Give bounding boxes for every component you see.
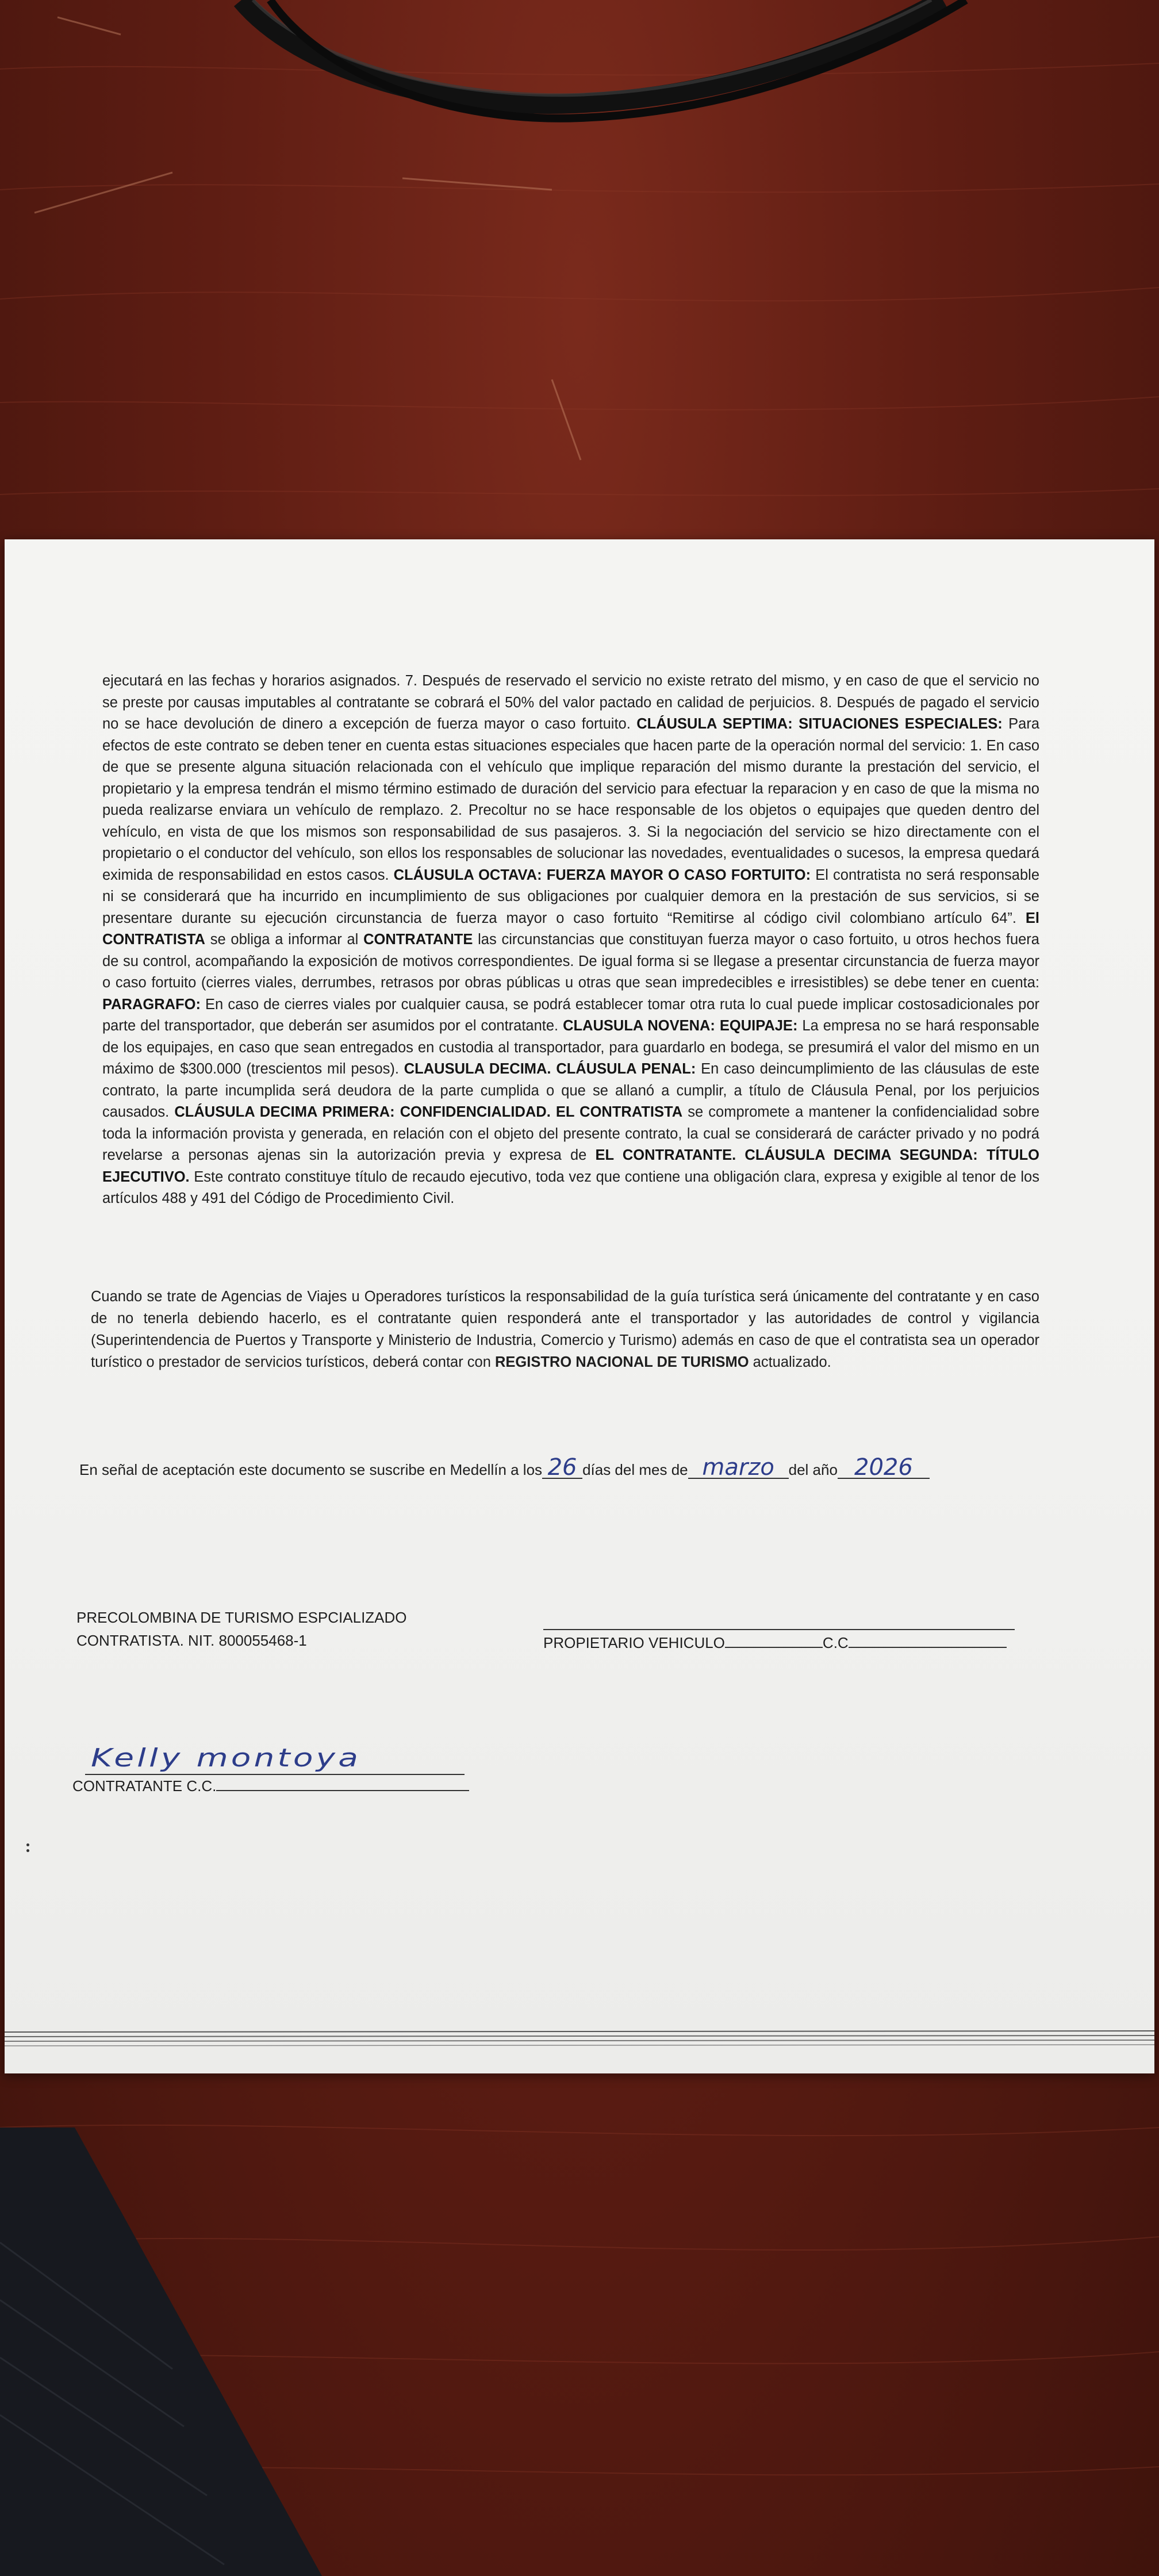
sleeve-image <box>0 2128 1159 2576</box>
clause-text: se obliga a informar al <box>205 931 364 948</box>
paragraph-text: actualizado. <box>749 1354 831 1370</box>
contratante-cc-field[interactable] <box>216 1775 469 1791</box>
year-field[interactable]: 2026 <box>838 1457 930 1479</box>
clause-heading: CLÁUSULA OCTAVA: FUERZA MAYOR O CASO FORTUITO: <box>393 867 811 883</box>
company-name: PRECOLOMBINA DE TURISMO ESPCIALIZADO <box>76 1609 407 1626</box>
clause-heading: PARAGRAFO: <box>102 996 201 1013</box>
clause-text: ejecutará en las fechas y horarios asignados. 7. Después de reservado el servicio no existe retrato del mismo, y en caso de que el servicio no se preste por causas imputables al contratante se cobrará el 50% del valor pactado en calidad de perjuicios. 8. Después de pagado el servicio no se hace devolución de dinero a excepción de fuerza mayor o caso fortuito. <box>102 673 1039 732</box>
contratante-block <box>72 1774 469 1797</box>
acceptance-line <box>79 1454 1057 1481</box>
clause-heading: CLAUSULA DECIMA. CLÁUSULA PENAL: <box>404 1061 696 1077</box>
contract-clauses-paragraph <box>102 670 1039 1210</box>
clause-heading: CLÁUSULA DECIMA PRIMERA: CONFIDENCIALIDAD. EL CONTRATISTA <box>174 1104 683 1120</box>
clause-text: Este contrato constituye título de recaudo ejecutivo, toda vez que contiene una obligación clara, expresa y exigible al tenor de los artículos 488 y 491 del Código de Procedimiento Civil. <box>102 1168 1039 1206</box>
owner-name-field[interactable] <box>725 1632 823 1648</box>
clause-text: Para efectos de este contrato se deben tener en cuenta estas situaciones especiales que hacen parte de la operación normal del servicio: 1. En caso de que se presente alguna situación relacionada con el vehículo que implique reparación del mismo durante la prestación del servicio, el propietario y la empresa tendrán el mismo término estimado de duración del servicio para efectuar la reparacion y en caso de que la misma no pueda realizarse enviara un vehículo de remplazo. 2. Precoltur no se hace responsable de los objetos o equipajes que queden dentro del vehículo, en vista de que los mismos son responsabilidad de sus pasajeros. 3. Si la negociación del servicio se hizo directamente con el propietario o el conductor del vehículo, son ellos los responsables de solucionar las novedades, eventualidades o sucesos, la empresa quedará eximida de responsabilidad en estos casos. <box>102 716 1040 883</box>
owner-label: PROPIETARIO VEHICULO <box>543 1634 725 1651</box>
printer-streaks <box>5 2029 1154 2052</box>
owner-cc-label: C.C <box>822 1634 849 1651</box>
clause-text: La empresa no se hará responsable de los equipajes, en caso que sean entregados en custodia al transportador, para guardarlo en bodega, se presumirá el valor del mismo en un máximo de $300.000 (trescientos mil pesos). <box>102 1018 1039 1077</box>
tourism-responsibility-paragraph <box>91 1286 1039 1373</box>
clause-heading: El CONTRATISTA <box>102 910 1039 948</box>
paragraph-text: Cuando se trate de Agencias de Viajes u Operadores turísticos la responsabilidad de la guía turística será únicamente del contratante y en caso de no tenerla debiendo hacerlo, es el contratante quien responderá ante el transportador y las autoridades de control y vigilancia (Superintendencia de Puertos y Transporte y Ministerio de Industria, Comercio y Turismo) además en caso de que el contratista sea un operador turístico o prestador de servicios turísticos, deberá contar con <box>91 1289 1039 1370</box>
clause-text: las circunstancias que constituyan fuerza mayor o caso fortuito, u otros hechos fuera de su control, acompañando la exposición de motivos correspondientes. De igual forma si se llegase a presentar circunstancia de fuerza mayor o caso fortuito (cierres viales, derrumbes, retrasos por obras públicas u otras que sean impredecibles e irresistibles) se debe tener en cuenta: <box>102 931 1039 991</box>
clause-heading: CLAUSULA NOVENA: EQUIPAJE: <box>563 1018 798 1034</box>
contract-page <box>5 539 1154 2073</box>
day-field[interactable]: 26 <box>542 1457 582 1479</box>
contratante-label: CONTRATANTE C.C. <box>72 1777 217 1795</box>
clause-text: El contratista no será responsable ni se considerará que ha incurrido en incumplimiento de sus obligaciones por cualquier demora en la prestación de sus servicios, si se presentare durante su ejecución circunstancia de fuerza mayor o caso fortuito “Remitirse al código civil colombiano artículo 64”. <box>102 867 1039 926</box>
acceptance-middle: días del mes de <box>582 1461 688 1478</box>
margin-mark <box>26 1849 29 1852</box>
clause-text: se compromete a mantener la confidencialidad sobre toda la información provista y generada, en relación con el objeto del presente contrato, la cual se considerará de carácter privado y no podrá revelarse a personas ajenas sin la autorización previa y expresa de <box>102 1104 1039 1163</box>
month-field[interactable]: marzo <box>688 1457 789 1479</box>
clause-text: En caso deincumplimiento de las cláusulas de este contrato, la parte incumplida será deudora de la parte cumplida o que se allanó a cumplir, a título de Cláusula Penal, por los perjuicios causados. <box>102 1061 1040 1120</box>
owner-cc-field[interactable] <box>849 1632 1007 1648</box>
registry-heading: REGISTRO NACIONAL DE TURISMO <box>495 1354 749 1370</box>
signature-script: Kelly montoya <box>91 1743 361 1773</box>
clause-heading: EL CONTRATANTE. CLÁUSULA DECIMA SEGUNDA: TÍTULO EJECUTIVO. <box>102 1147 1040 1185</box>
contractor-signature-block <box>76 1606 407 1652</box>
acceptance-prefix: En señal de aceptación este documento se suscribe en Medellín a los <box>79 1461 543 1478</box>
clause-heading: CONTRATANTE <box>363 931 473 948</box>
margin-mark <box>26 1843 29 1846</box>
owner-signature-block <box>543 1629 1015 1654</box>
company-nit: CONTRATISTA. NIT. 800055468-1 <box>76 1632 307 1649</box>
clause-heading: CLÁUSULA SEPTIMA: SITUACIONES ESPECIALES: <box>636 716 1003 732</box>
cable-image <box>0 0 1159 172</box>
year-label: del año <box>788 1461 838 1478</box>
clause-text: En caso de cierres viales por cualquier causa, se podrá establecer tomar otra ruta lo cual puede implicar costosadicionales por parte del transportador, que deberán ser asumidos por el contratante. <box>102 996 1039 1034</box>
owner-signature-line[interactable] <box>543 1629 1015 1630</box>
